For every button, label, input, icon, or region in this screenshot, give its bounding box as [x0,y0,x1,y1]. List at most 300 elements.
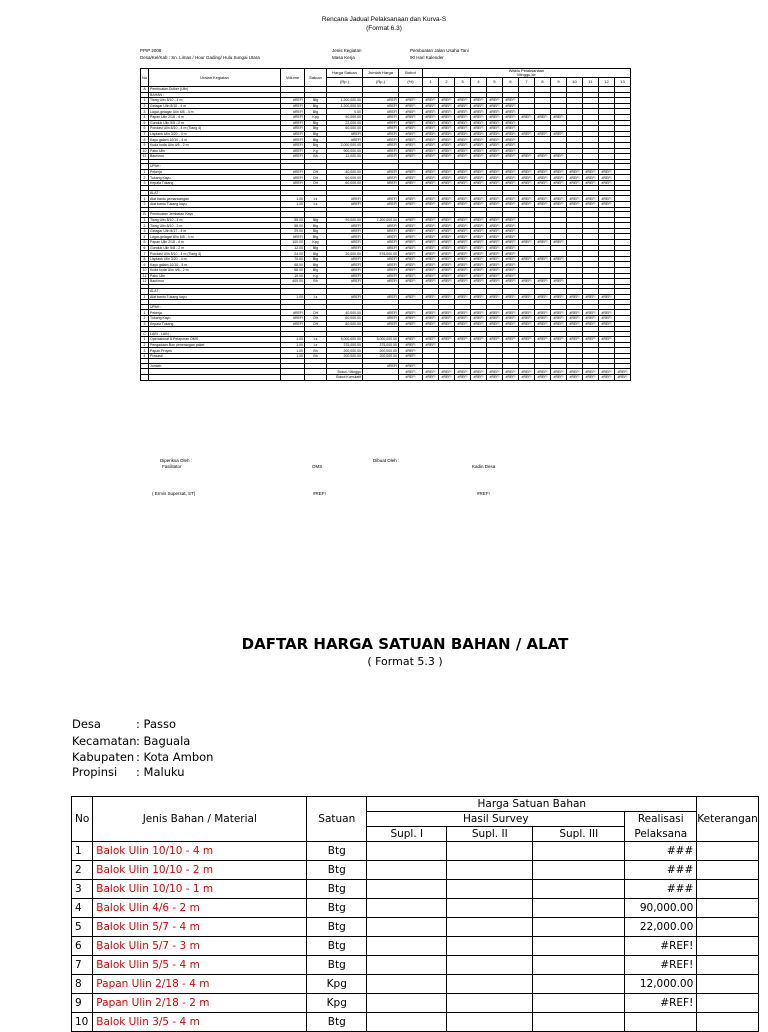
schedule-week-cell: #REF! [423,240,439,246]
price-cell-satuan: Btg [307,956,367,975]
schedule-week-cell: #REF! [503,103,519,109]
schedule-week-cell: #REF! [423,175,439,181]
schedule-week-cell: #REF! [535,294,551,300]
schedule-cell-item: Tiang Ulin 8/10 - 4 m [149,217,281,223]
schedule-cell-satuan: OH [305,310,327,316]
schedule-week-cell: #REF! [599,369,615,375]
schedule-cell-jumlah: #REF! [363,148,399,154]
schedule-week-cell: #REF! [503,126,519,132]
schedule-week-cell: #REF! [487,148,503,154]
schedule-cell-no: A [141,87,149,93]
schedule-cell-harga: #REF! [327,228,363,234]
schedule-cell-harga: 60,000.00 [327,315,363,321]
schedule-week-cell: #REF! [583,369,599,375]
week-12: 12 [599,78,615,87]
schedule-cell-no: 2 [141,315,149,321]
schedule-cell-bobot: #REF! [399,321,423,327]
schedule-cell-jumlah: #REF! [363,294,399,300]
schedule-table [140,68,631,381]
schedule-cell-jumlah: #REF! [363,114,399,120]
schedule-row [141,375,631,381]
schedule-week-cell: #REF! [535,310,551,316]
schedule-cell-jumlah: #REF! [363,262,399,268]
schedule-week-cell: #REF! [439,279,455,285]
schedule-week-cell: #REF! [599,315,615,321]
schedule-week-cell: #REF! [439,262,455,268]
schedule-week-cell: #REF! [503,279,519,285]
schedule-week-cell: #REF! [455,234,471,240]
schedule-cell-no: 3 [141,348,149,354]
schedule-week-cell: #REF! [487,137,503,143]
schedule-cell-bobot: #REF! [399,310,423,316]
sig-left-name: ( Ermis Supersat, ST) [152,491,196,496]
schedule-week-cell: #REF! [519,131,535,137]
schedule-week-cell: #REF! [439,315,455,321]
schedule-cell-jumlah: 7,200,000.00 [363,217,399,223]
schedule-week-cell: #REF! [439,375,455,381]
schedule-cell-item: Tiang Ulin 8/10 - 4 m [149,98,281,104]
schedule-cell-volume: #REF! [281,321,305,327]
schedule-cell-harga: #REF! [327,202,363,208]
price-cell-supl3 [533,994,625,1013]
schedule-cell-bobot: #REF! [399,175,423,181]
schedule-week-cell: #REF! [487,180,503,186]
price-cell-pelaksana: #REF! [625,994,697,1013]
schedule-cell-volume: 68.00 [281,262,305,268]
price-cell-item: Papan Ulin 2/18 - 4 m [93,975,307,994]
schedule-week-cell: #REF! [471,154,487,160]
schedule-cell-no: 1 [141,294,149,300]
schedule-cell-item: Kuda kuda Ulin 4/6 - 2 m [149,142,281,148]
price-cell-supl2 [447,918,533,937]
schedule-week-cell: #REF! [423,234,439,240]
schedule-week-cell: #REF! [487,223,503,229]
schedule-week-cell: #REF! [471,217,487,223]
price-cell-supl1 [367,956,447,975]
schedule-week-cell: #REF! [487,273,503,279]
schedule-week-cell: #REF! [615,375,631,381]
price-cell-pelaksana: #REF! [625,956,697,975]
schedule-cell-bobot: #REF! [399,131,423,137]
price-cell-supl3 [533,975,625,994]
schedule-week-cell: #REF! [439,273,455,279]
schedule-cell-item: Paku Ulin [149,273,281,279]
price-cell-supl1 [367,861,447,880]
price-cell-no: 4 [72,899,93,918]
price-cell-supl2 [447,861,533,880]
schedule-cell-item: Operasional & Pelaporan OMS [149,337,281,343]
schedule-week-cell: #REF! [487,321,503,327]
schedule-cell-volume: 58.00 [281,217,305,223]
schedule-week-cell: #REF! [551,369,567,375]
schedule-week-cell: #REF! [519,256,535,262]
schedule-week-cell: #REF! [503,142,519,148]
schedule-cell-satuan: Btg [305,234,327,240]
schedule-cell-bobot: #REF! [399,279,423,285]
week-13: 13 [615,78,631,87]
schedule-week-cell: #REF! [423,251,439,257]
price-cell-satuan: Btg [307,899,367,918]
schedule-cell-no: 10 [141,148,149,154]
schedule-week-cell: #REF! [439,245,455,251]
schedule-week-cell: #REF! [519,375,535,381]
schedule-week-cell: #REF! [535,337,551,343]
schedule-week-cell: #REF! [471,251,487,257]
schedule-cell-harga: #REF! [327,223,363,229]
price-header-satuan: Satuan [307,797,367,842]
schedule-cell-satuan: Ls [305,342,327,348]
schedule-cell-volume: 400.00 [281,279,305,285]
schedule-cell-volume: 24.00 [281,251,305,257]
price-cell-no: 2 [72,861,93,880]
schedule-week-cell: #REF! [471,310,487,316]
schedule-week-cell: #REF! [439,294,455,300]
schedule-week-cell: #REF! [503,256,519,262]
price-cell-pelaksana: 22,000.00 [625,918,697,937]
schedule-cell-harga: Bobot / Minggu [327,369,363,375]
schedule-week-cell: #REF! [455,315,471,321]
schedule-week-cell: #REF! [551,180,567,186]
schedule-cell-jumlah: #REF! [363,321,399,327]
schedule-cell-item: Papan Proyek [149,348,281,354]
price-cell-supl2 [447,975,533,994]
schedule-week-cell: #REF! [439,337,455,343]
schedule-week-cell: #REF! [487,245,503,251]
price-cell-supl1 [367,975,447,994]
schedule-cell-harga: 0.00 [327,109,363,115]
schedule-cell-jumlah: #REF! [363,169,399,175]
schedule-week-cell: #REF! [423,342,439,348]
schedule-week-cell: #REF! [551,375,567,381]
schedule-cell-harga: 12,000.00 [327,154,363,160]
schedule-cell-volume: 12.00 [281,245,305,251]
schedule-cell-harga: #REF! [327,256,363,262]
schedule-week-cell: #REF! [455,279,471,285]
schedule-week-cell: #REF! [455,369,471,375]
info-propinsi [72,765,185,779]
week-7: 7 [519,78,535,87]
price-cell-item: Balok Ulin 5/5 - 4 m [93,956,307,975]
schedule-week-cell: #REF! [455,148,471,154]
schedule-week-cell: #REF! [455,169,471,175]
schedule-cell-no: 2 [141,202,149,208]
schedule-cell-item: Lagar-gelagar Ulin 6/8 - 4 m [149,234,281,240]
schedule-week-cell: #REF! [503,196,519,202]
schedule-cell-satuan: Bh [305,154,327,160]
schedule-week-cell: #REF! [519,294,535,300]
schedule-week-cell: #REF! [551,256,567,262]
schedule-week-cell: #REF! [599,196,615,202]
schedule-week-cell: #REF! [439,217,455,223]
sig-right-name: #REF! [477,491,490,496]
schedule-cell-jumlah: 200,000.00 [363,353,399,359]
schedule-cell-volume [281,375,305,381]
schedule-week-cell: #REF! [535,315,551,321]
schedule-cell-item: Alat bantu Tukang kayu [149,202,281,208]
table-row [72,975,759,994]
price-cell-supl3 [533,899,625,918]
schedule-cell-bobot: #REF! [399,228,423,234]
schedule-week-cell: #REF! [471,256,487,262]
schedule-cell-harga: 60,000.00 [327,321,363,327]
schedule-week-cell: #REF! [455,126,471,132]
schedule-week-cell: #REF! [503,223,519,229]
schedule-week-cell: #REF! [471,279,487,285]
schedule-week-cell: #REF! [503,154,519,160]
schedule-cell-bobot: #REF! [399,223,423,229]
price-cell-keterangan [697,842,759,861]
schedule-week-cell: #REF! [503,245,519,251]
schedule-cell-no: 10 [141,267,149,273]
schedule-week-cell: #REF! [519,321,535,327]
schedule-cell-volume: 1.00 [281,196,305,202]
schedule-cell-satuan: Btg [305,256,327,262]
schedule-cell-harga: 60,000.00 [327,126,363,132]
schedule-cell-satuan: OH [305,169,327,175]
schedule-week-cell: #REF! [455,251,471,257]
price-cell-supl1 [367,1013,447,1032]
price-cell-satuan: Kpg [307,994,367,1013]
schedule-week-cell: #REF! [503,228,519,234]
schedule-cell-bobot: #REF! [399,120,423,126]
schedule-week-cell: #REF! [439,154,455,160]
price-cell-supl3 [533,937,625,956]
schedule-cell-bobot: #REF! [399,114,423,120]
schedule-week-cell: #REF! [471,267,487,273]
price-cell-keterangan [697,994,759,1013]
schedule-right-info-1: Pembuatan Jalan Usaha Tani [410,48,469,53]
price-cell-pelaksana: 12,000.00 [625,975,697,994]
schedule-week-cell: #REF! [567,175,583,181]
price-cell-pelaksana: ### [625,861,697,880]
schedule-cell-jumlah: #REF! [363,126,399,132]
schedule-cell-satuan: Ls [305,196,327,202]
price-cell-no: 1 [72,842,93,861]
price-cell-no: 6 [72,937,93,956]
schedule-week-cell: #REF! [423,267,439,273]
table-row [72,1013,759,1032]
schedule-cell-item: Kayu galam 10/10 - 4 m [149,137,281,143]
schedule-week-cell: #REF! [599,175,615,181]
schedule-week-cell: #REF! [423,223,439,229]
schedule-cell-bobot: #REF! [399,154,423,160]
schedule-week-cell: #REF! [487,315,503,321]
schedule-week-cell: #REF! [583,180,599,186]
schedule-left-info-1: PPIP 2008 [140,48,162,53]
schedule-week-cell: #REF! [455,217,471,223]
schedule-week-cell: #REF! [503,240,519,246]
schedule-week-cell: #REF! [487,169,503,175]
schedule-week-cell: #REF! [439,120,455,126]
schedule-week-cell: #REF! [439,169,455,175]
schedule-cell-bobot: #REF! [399,137,423,143]
schedule-week-cell: #REF! [599,169,615,175]
schedule-cell-volume: #REF! [281,109,305,115]
schedule-week-cell: #REF! [519,169,535,175]
schedule-week-cell: #REF! [551,240,567,246]
schedule-week-cell: #REF! [535,256,551,262]
week-3: 3 [455,78,471,87]
schedule-cell-satuan: Kpg [305,114,327,120]
schedule-week-cell: #REF! [551,131,567,137]
schedule-cell-item: Pondasi Ulin 8/10 - 4 m (Tiang 4) [149,251,281,257]
header-waktu [423,69,631,78]
schedule-week-cell: #REF! [471,321,487,327]
week-10: 10 [567,78,583,87]
schedule-week-cell: #REF! [471,228,487,234]
schedule-header-row [141,69,631,78]
schedule-week-cell: #REF! [423,369,439,375]
schedule-week-cell: #REF! [471,175,487,181]
schedule-cell-item: Lagar-gelagar Ulin 6/8 - 4 m [149,109,281,115]
header-uraian: Uraian Kegiatan [149,69,281,87]
price-cell-satuan: Btg [307,861,367,880]
schedule-week-cell: #REF! [471,196,487,202]
schedule-subtitle: (Format 6.3) [366,25,402,32]
price-cell-supl1 [367,918,447,937]
schedule-week-cell: #REF! [519,337,535,343]
schedule-week-cell: #REF! [471,273,487,279]
schedule-week-cell: #REF! [423,279,439,285]
schedule-week-cell: #REF! [423,262,439,268]
schedule-week-cell: #REF! [439,180,455,186]
info-kabupaten-label: Kabupaten [72,750,135,764]
schedule-cell-item: BAHAN : [149,92,281,98]
schedule-cell-bobot: #REF! [399,148,423,154]
schedule-cell-item [149,375,281,381]
schedule-week-cell: #REF! [439,240,455,246]
schedule-week-cell: #REF! [455,228,471,234]
schedule-week-cell: #REF! [423,315,439,321]
schedule-week-cell: #REF! [455,103,471,109]
schedule-cell-item: ALAT : [149,289,281,295]
schedule-week-cell: #REF! [439,251,455,257]
schedule-cell-satuan: Btg [305,262,327,268]
price-cell-keterangan [697,899,759,918]
schedule-cell-harga: #REF! [327,267,363,273]
schedule-week-cell: #REF! [439,234,455,240]
schedule-cell-harga: 5,000,000.00 [327,337,363,343]
schedule-week-cell: #REF! [519,196,535,202]
schedule-week-cell: #REF! [455,273,471,279]
schedule-week-cell: #REF! [455,321,471,327]
schedule-cell-bobot: #REF! [399,267,423,273]
schedule-week-cell: #REF! [455,137,471,143]
price-header-realisasi: Realisasi [625,812,697,827]
schedule-cell-harga: #REF! [327,240,363,246]
price-cell-supl1 [367,880,447,899]
price-body [72,797,759,1032]
schedule-cell-harga: 1,200,000.00 [327,98,363,104]
schedule-cell-satuan: Btg [305,98,327,104]
price-cell-supl1 [367,937,447,956]
schedule-week-cell: #REF! [487,337,503,343]
schedule-cell-item: Gelagar Ulin 8/17 - 4 m [149,228,281,234]
schedule-week-cell: #REF! [423,148,439,154]
schedule-cell-harga: 1,200,000.00 [327,103,363,109]
schedule-cell-jumlah: #REF! [363,103,399,109]
page-title: DAFTAR HARGA SATUAN BAHAN / ALAT [241,635,569,653]
schedule-week-cell: #REF! [583,169,599,175]
header-satuan: Satuan [305,69,327,87]
schedule-cell-harga: 60,000.00 [327,180,363,186]
schedule-cell-harga: 375,000.00 [327,342,363,348]
schedule-cell-jumlah [363,375,399,381]
schedule-week-cell: #REF! [423,103,439,109]
schedule-week-cell: #REF! [519,154,535,160]
schedule-week-cell: #REF! [599,337,615,343]
schedule-week-cell: #REF! [519,279,535,285]
schedule-week-cell: #REF! [551,315,567,321]
schedule-cell-satuan: Ls [305,202,327,208]
schedule-cell-bobot: #REF! [399,109,423,115]
table-row [72,861,759,880]
schedule-week-cell: #REF! [503,337,519,343]
info-desa-value: : Passo [136,717,177,731]
schedule-cell-jumlah: 200,000.00 [363,348,399,354]
schedule-cell-jumlah: #REF! [363,142,399,148]
schedule-week-cell: #REF! [583,375,599,381]
schedule-week-cell: #REF! [439,369,455,375]
price-cell-supl3 [533,1013,625,1032]
schedule-cell-jumlah: #REF! [363,137,399,143]
schedule-week-cell: #REF! [471,337,487,343]
schedule-cell-volume: #REF! [281,142,305,148]
schedule-cell-jumlah: #REF! [363,310,399,316]
schedule-week-cell: #REF! [583,202,599,208]
schedule-week-cell: #REF! [503,369,519,375]
schedule-left-info-2: Desa/Kel/Kab : Sn. Limas / Hour Gading/ Hulu Sungai Utara [140,55,260,60]
schedule-week-cell: #REF! [439,256,455,262]
schedule-cell-no: 2 [141,175,149,181]
schedule-cell-item: Pekerja [149,310,281,316]
schedule-cell-bobot: #REF! [399,294,423,300]
schedule-week-cell: #REF! [439,109,455,115]
schedule-week-cell: #REF! [423,228,439,234]
schedule-week-cell: #REF! [455,294,471,300]
schedule-week-cell: #REF! [439,321,455,327]
price-table [71,796,759,1032]
schedule-cell-no: 11 [141,273,149,279]
schedule-cell-satuan: Btg [305,251,327,257]
schedule-cell-satuan: OH [305,315,327,321]
price-cell-supl3 [533,842,625,861]
schedule-week-cell: #REF! [551,294,567,300]
schedule-cell-jumlah: #REF! [363,109,399,115]
price-cell-keterangan [697,937,759,956]
schedule-week-cell: #REF! [471,103,487,109]
schedule-week-cell: #REF! [471,245,487,251]
schedule-cell-item: Gunduk Ulin 5/8 - 2 m [149,245,281,251]
week-1: 1 [423,78,439,87]
price-cell-no: 9 [72,994,93,1013]
schedule-week-cell: #REF! [471,234,487,240]
schedule-cell-harga: 200,000.00 [327,353,363,359]
schedule-week-cell: #REF! [535,202,551,208]
schedule-week-cell: #REF! [487,267,503,273]
schedule-cell-volume: 29.00 [281,228,305,234]
price-cell-supl2 [447,842,533,861]
schedule-week-cell: #REF! [471,262,487,268]
schedule-cell-satuan: OH [305,321,327,327]
price-cell-satuan: Btg [307,937,367,956]
schedule-cell-volume: #REF! [281,310,305,316]
sig-right-role: Kadin Desa [472,464,496,469]
schedule-week-cell: #REF! [487,202,503,208]
schedule-week-cell: #REF! [503,148,519,154]
schedule-cell-satuan: Btg [305,126,327,132]
schedule-cell-satuan: Ls [305,337,327,343]
